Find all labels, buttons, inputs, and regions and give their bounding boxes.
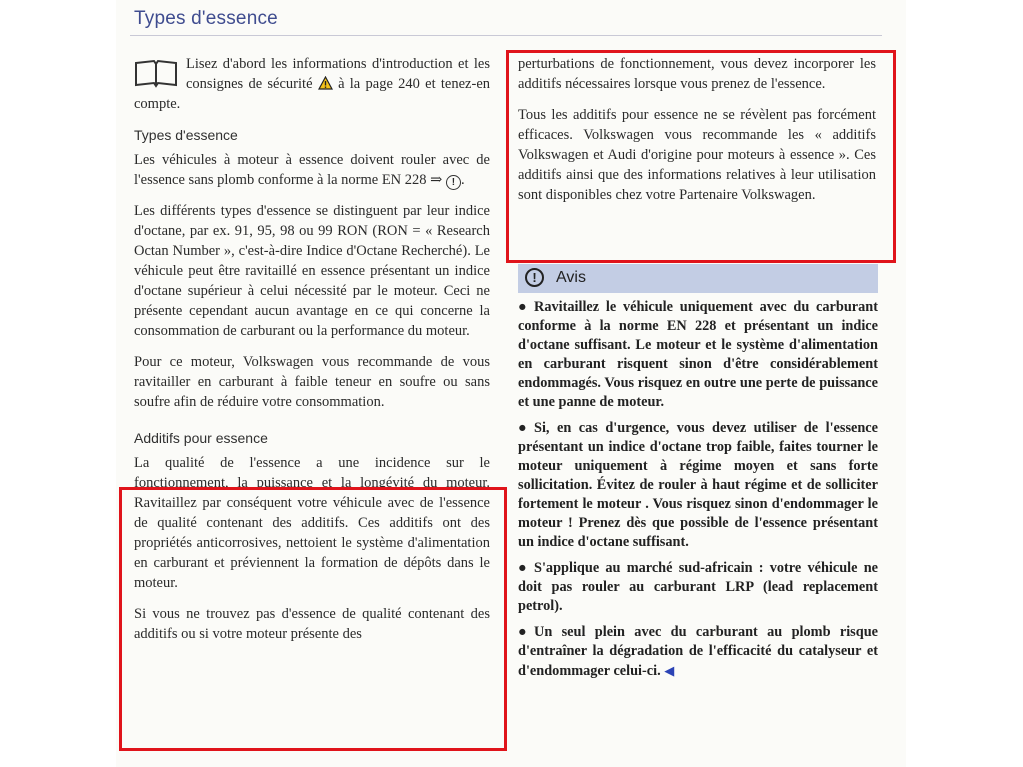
avis-item-text: Si, en cas d'urgence, vous devez utiliser de l'essence présentant un indice d'octane trop faible, faites tourner le moteur uniquement à régime moyen et sans forte sollicitation. Évitez de rouler à haut régime et de solliciter fortement le moteur . Vous risquez sinon d'endommager le moteur ! Prenez dès que possible de l'essence présentant un indice d'octane suffisant. bbox=[518, 420, 878, 550]
paragraph-types-1-text: Les véhicules à moteur à essence doivent rouler avec de l'essence sans plomb conforme à la norme EN 228 ⇒ bbox=[134, 152, 490, 188]
end-triangle-icon: ◀ bbox=[664, 663, 675, 678]
intro-paragraph bbox=[134, 54, 490, 114]
book-icon bbox=[134, 58, 178, 88]
paragraph-types-3: Pour ce moteur, Volkswagen vous recommande de vous ravitailler en carburant à faible teneur en soufre ou sans soufre afin de réduire votre consommation. bbox=[134, 354, 490, 410]
warning-triangle-icon bbox=[318, 76, 333, 90]
paragraph-additifs-2: Si vous ne trouvez pas d'essence de qualité contenant des additifs ou si votre moteur présente des bbox=[134, 606, 490, 642]
avis-item-text: Un seul plein avec du carburant au plomb risque d'entraîner la dégradation de l'efficacité du catalyseur et d'endommager celui-ci. bbox=[518, 624, 878, 679]
avis-item: ● Ravitaillez le véhicule uniquement avec du carburant conforme à la norme EN 228 et présentant un indice d'octane suffisant. Le moteur et le système d'alimentation en carburant risquent sinon d'être considérablement endommagés. Vous risquez en outre une perte de puissance et une panne de moteur. bbox=[518, 299, 878, 410]
paragraph-types-1: Les véhicules à moteur à essence doivent rouler avec de l'essence sans plomb conforme à la norme EN 228 ⇒ ! . bbox=[134, 152, 490, 188]
notice-circle-icon: ! bbox=[446, 175, 461, 190]
highlight-box-right bbox=[506, 50, 896, 263]
paragraph-types-2: Les différents types d'essence se distinguent par leur indice d'octane, par ex. 91, 95, 98 ou 99 RON (RON = « Research Octan Number », c'est-à-dire Indice d'Octane Recherché). Le véhicule peut être ravitaillé en essence présentant un indice d'octane supérieur à celui nécessité par le moteur. Ceci ne présente cependant aucun avantage en ce qui concerne la consommation de carburant ou la performance du moteur. bbox=[134, 203, 490, 339]
avis-item: ● Un seul plein avec du carburant au plomb risque d'entraîner la dégradation de l'efficacité du catalyseur et d'endommager celui-ci. ◀ bbox=[518, 624, 878, 679]
intro-page-reference: à la page 240 et tenez-en compte. bbox=[134, 76, 491, 112]
paragraph-right-2: Tous les additifs pour essence ne se révèlent pas forcément efficaces. Volkswagen vous recommande les « additifs Volkswagen et Audi d'origine pour moteurs à essence ». Ces additifs ainsi que des informations relatives à leur utilisation sont disponibles chez votre Partenaire Volkswagen. bbox=[518, 107, 876, 203]
paragraph-right-1: perturbations de fonctionnement, vous devez incorporer les additifs nécessaires lorsque vous prenez de l'essence. bbox=[518, 56, 876, 92]
page-title: Types d'essence bbox=[134, 8, 278, 29]
avis-label: Avis bbox=[556, 269, 586, 286]
section-heading-additifs: Additifs pour essence bbox=[134, 430, 268, 446]
title-divider bbox=[130, 35, 882, 36]
highlight-box-left bbox=[119, 487, 507, 751]
avis-header bbox=[518, 264, 878, 293]
avis-item: ● S'applique au marché sud-africain : votre véhicule ne doit pas rouler au carburant LRP (lead replacement petrol). bbox=[518, 560, 878, 614]
avis-item-text: S'applique au marché sud-africain : votre véhicule ne doit pas rouler au carburant LRP (lead replacement petrol). bbox=[518, 560, 878, 614]
avis-item-text: Ravitaillez le véhicule uniquement avec du carburant conforme à la norme EN 228 et présentant un indice d'octane suffisant. Le moteur et le système d'alimentation en carburant risquent sinon d'être considérablement endommagés. Vous risquez en outre une perte de puissance et une panne de moteur. bbox=[518, 299, 878, 410]
avis-list bbox=[518, 298, 878, 688]
paragraph-additifs-1: La qualité de l'essence a une incidence sur le fonctionnement, la puissance et la longévité du moteur. Ravitaillez par conséquent votre véhicule avec de l'essence de qualité contenant des additifs. Ces additifs ont des propriétés anticorrosives, nettoient le système d'alimentation en carburant et préviennent la formation de dépôts dans le moteur. bbox=[134, 455, 490, 591]
intro-text: Lisez d'abord les informations d'introduction et les consignes de sécurité bbox=[186, 56, 490, 92]
notice-circle-icon: ! bbox=[525, 268, 544, 287]
avis-item: ● Si, en cas d'urgence, vous devez utiliser de l'essence présentant un indice d'octane trop faible, faites tourner le moteur uniquement à régime moyen et sans forte sollicitation. Évitez de rouler à haut régime et de solliciter fortement le moteur . Vous risquez sinon d'endommager le moteur ! Prenez dès que possible de l'essence présentant un indice d'octane suffisant. bbox=[518, 420, 878, 550]
section-heading-types: Types d'essence bbox=[134, 127, 238, 143]
